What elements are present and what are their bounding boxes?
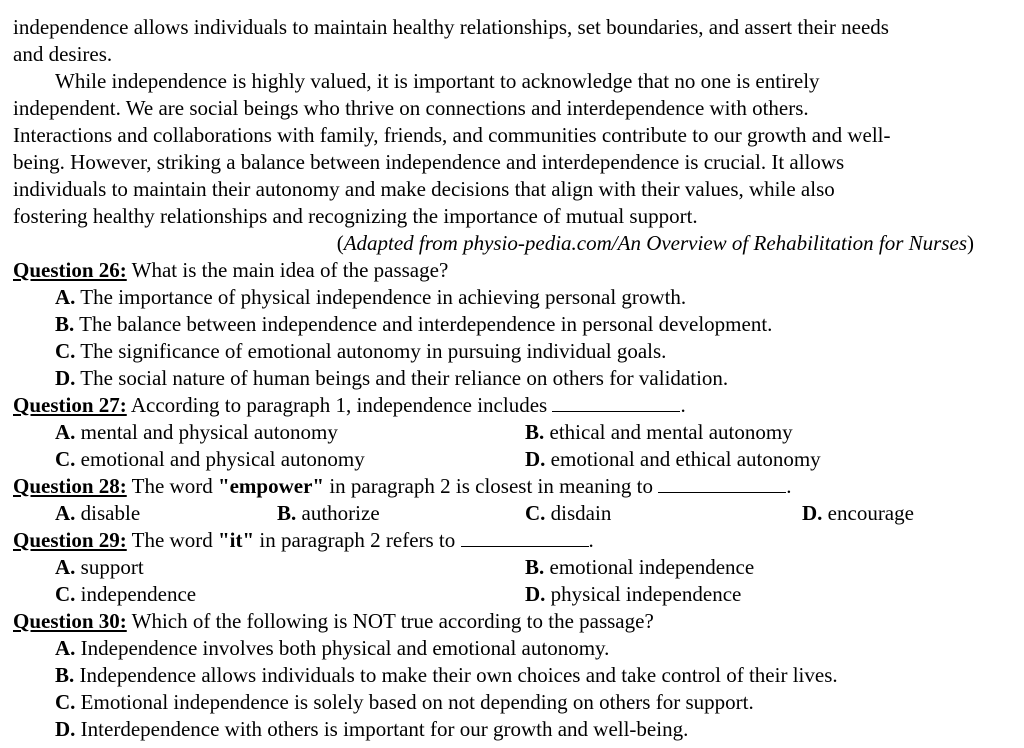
answer-blank xyxy=(658,474,786,493)
passage-source: (Adapted from physio-pedia.com/An Overview of Rehabilitation for Nurses) xyxy=(336,231,974,255)
question-label: Question 28: xyxy=(13,474,127,498)
option-d[interactable]: D. encourage xyxy=(802,501,914,525)
options-row xyxy=(55,419,1006,446)
option-b[interactable]: B. emotional independence xyxy=(525,555,755,579)
options-row xyxy=(55,446,1006,473)
option-a[interactable]: A. Independence involves both physical and emotional autonomy. xyxy=(55,636,610,660)
passage-line: fostering healthy relationships and recognizing the importance of mutual support. xyxy=(13,204,698,228)
option-c[interactable]: C. disdain xyxy=(525,501,612,525)
options-row xyxy=(55,581,1006,608)
keyword: "empower" xyxy=(217,474,325,498)
option-b[interactable]: B. ethical and mental autonomy xyxy=(525,420,793,444)
option-d[interactable]: D. emotional and ethical autonomy xyxy=(525,447,821,471)
option-c[interactable]: C. independence xyxy=(55,582,197,606)
passage-line: While independence is highly valued, it is important to acknowledge that no one is entirely xyxy=(55,69,820,93)
option-b[interactable]: B. Independence allows individuals to make their own choices and take control of their lives. xyxy=(55,663,838,687)
source-text: Adapted from physio-pedia.com/An Overview of Rehabilitation for Nurses xyxy=(343,231,967,255)
passage-line: individuals to maintain their autonomy and make decisions that align with their values, while also xyxy=(13,177,835,201)
question-29: Question 29: The word "it" in paragraph 2 refers to . xyxy=(13,528,594,552)
option-a[interactable]: A. The importance of physical independence in achieving personal growth. xyxy=(55,285,687,309)
option-d[interactable]: D. The social nature of human beings and their reliance on others for validation. xyxy=(55,366,729,390)
question-26 xyxy=(13,257,1006,284)
question-28: Question 28: The word "empower" in paragraph 2 is closest in meaning to . xyxy=(13,474,792,498)
question-text: What is the main idea of the passage? xyxy=(126,258,449,282)
passage-line: independence allows individuals to maintain healthy relationships, set boundaries, and assert their needs xyxy=(13,15,889,39)
question-label: Question 27: xyxy=(13,393,127,417)
question-label: Question 29: xyxy=(13,528,127,552)
option-a[interactable]: A. mental and physical autonomy xyxy=(55,420,338,444)
option-d[interactable]: D. physical independence xyxy=(525,582,742,606)
option-a[interactable]: A. support xyxy=(55,555,144,579)
answer-blank xyxy=(461,528,589,547)
options-row xyxy=(55,500,1006,527)
option-b[interactable]: B. The balance between independence and interdependence in personal development. xyxy=(55,312,773,336)
option-c[interactable]: C. emotional and physical autonomy xyxy=(55,447,365,471)
question-text: Which of the following is NOT true according to the passage? xyxy=(126,609,654,633)
question-30 xyxy=(13,608,1006,635)
option-d[interactable]: D. Interdependence with others is important for our growth and well-being. xyxy=(55,717,689,741)
option-b[interactable]: B. authorize xyxy=(277,501,380,525)
keyword: "it" xyxy=(217,528,255,552)
passage-line: being. However, striking a balance between independence and interdependence is crucial. It allows xyxy=(13,150,845,174)
passage-line: independent. We are social beings who thrive on connections and interdependence with others. xyxy=(13,96,809,120)
question-text: According to paragraph 1, independence includes xyxy=(126,393,553,417)
answer-blank xyxy=(552,393,680,412)
option-c[interactable]: C. Emotional independence is solely based on not depending on others for support. xyxy=(55,690,754,714)
question-label: Question 30: xyxy=(13,609,127,633)
question-27: Question 27: According to paragraph 1, independence includes . xyxy=(13,393,686,417)
passage-line: and desires. xyxy=(13,42,113,66)
option-a[interactable]: A. disable xyxy=(55,501,141,525)
options-row xyxy=(55,554,1006,581)
question-label: Question 26: xyxy=(13,258,127,282)
option-c[interactable]: C. The significance of emotional autonomy in pursuing individual goals. xyxy=(55,339,667,363)
passage-line: Interactions and collaborations with family, friends, and communities contribute to our growth and well- xyxy=(13,123,891,147)
